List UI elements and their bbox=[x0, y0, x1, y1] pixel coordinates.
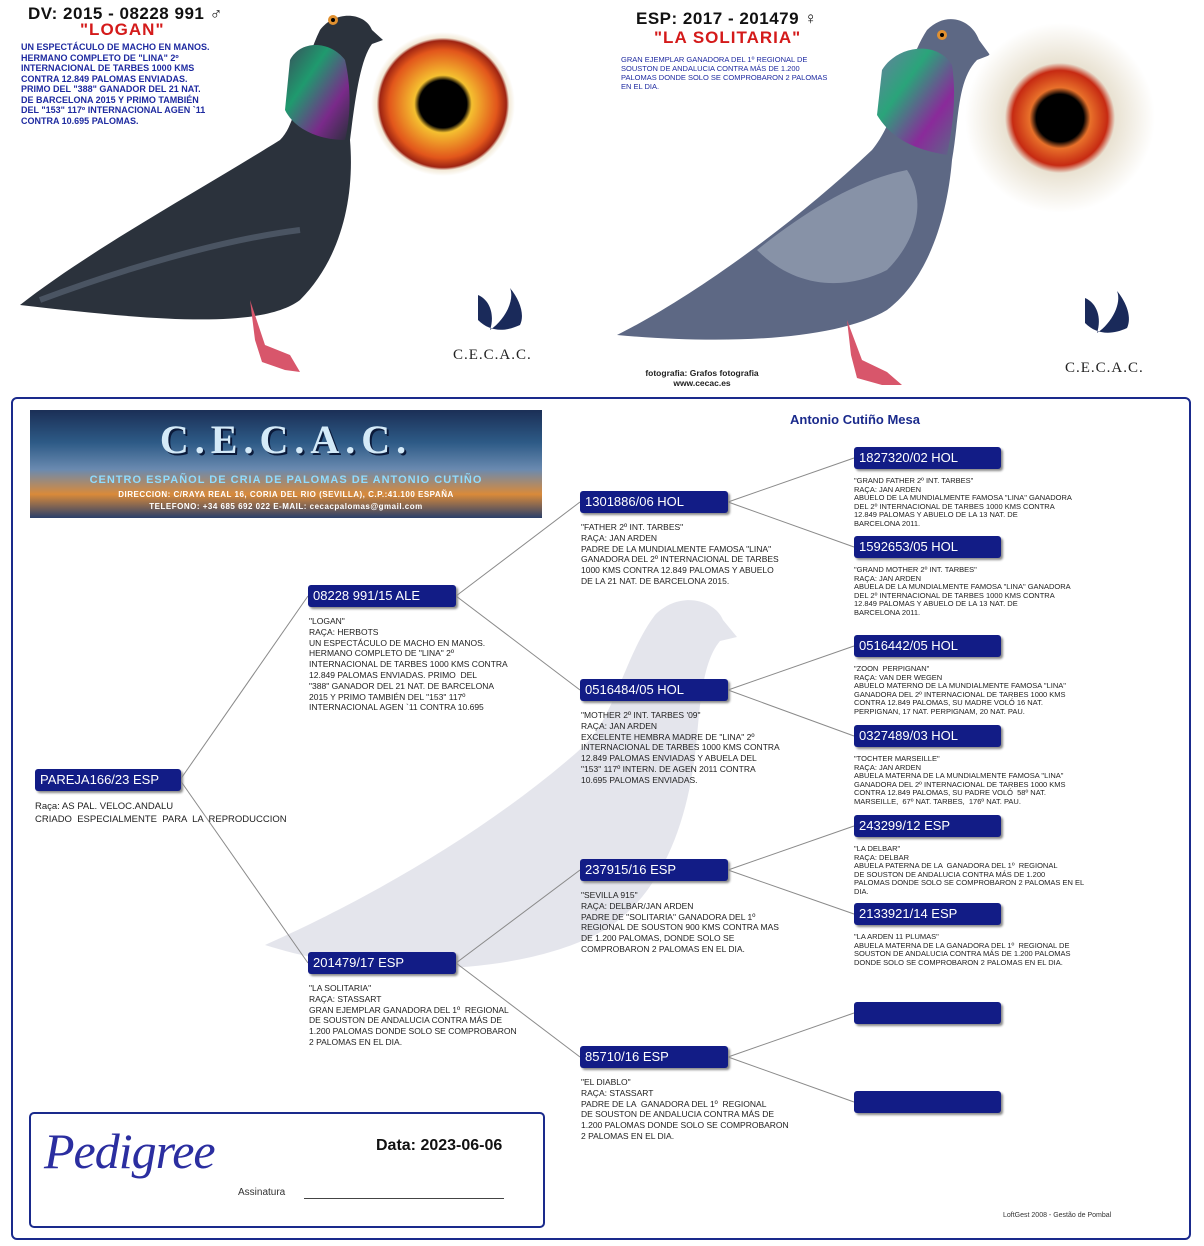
left-blurb-line: DEL "153" 117º INTERNACIONAL AGEN `11 bbox=[21, 105, 206, 115]
left-blurb-line: HERMANO COMPLETO DE "LINA" 2º bbox=[21, 52, 179, 63]
dam-sire-info: "SEVILLA 915" RAÇA: DELBAR/JAN ARDEN PADRE DE "SOLITARIA" GANADORA DEL 1º REGIONAL DE SOUSTON 900 KMS CONTRA MAS DE 1.200 PALOMAS, DONDE SOLO SE COMPROBARON 2 PALOMAS EN EL DIA. bbox=[581, 890, 779, 954]
footer-credit: LoftGest 2008 - Gestão de Pombal bbox=[1003, 1212, 1112, 1219]
sdd-id-box[interactable]: 0327489/03 HOL bbox=[854, 725, 1001, 747]
dsd-info: "LA ARDEN 11 PLUMAS" ABUELA MATERNA DE LA GANADORA DEL 1º REGIONAL DE SOUSTON DE ANDALUCIA CONTRA MÁS DE 1.200 PALOMAS DONDE SOLO SE COMPROBARON 2 PALOMAS EN EL DIA. bbox=[854, 932, 1071, 967]
sire-sire-id-box[interactable]: 1301886/06 HOL bbox=[580, 491, 728, 513]
left-blurb-line: DE BARCELONA 2015 Y PRIMO TAMBIÉN bbox=[21, 94, 199, 105]
sss-info: "GRAND FATHER 2º INT. TARBES" RAÇA: JAN ARDEN ABUELO DE LA MUNDIALMENTE FAMOSA "LINA" GANADORA DEL 2º INTERNACIONAL DE TARBES 1000 KMS CONTRA 12.849 PALOMAS Y ABUELO DE LA 13 NAT. DE BARCELONA 2011. bbox=[854, 476, 1072, 528]
dss-id-box[interactable]: 243299/12 ESP bbox=[854, 815, 1001, 837]
dam-dam-id-box[interactable]: 85710/16 ESP bbox=[580, 1046, 728, 1068]
sss-id-box[interactable]: 1827320/02 HOL bbox=[854, 447, 1001, 469]
right-blurb-line: PALOMAS DONDE SOLO SE COMPROBARON 2 PALOMAS bbox=[621, 73, 828, 82]
photo-credit-url: www.cecac.es bbox=[673, 378, 731, 388]
pedigree-script-label: Pedigree bbox=[44, 1123, 215, 1179]
banner-address: DIRECCION: C/RAYA REAL 16, CORIA DEL RIO (SEVILLA), C.P.:41.100 ESPAÑA bbox=[118, 490, 454, 499]
right-header: ESP: 2017 - 201479 ♀ bbox=[636, 9, 818, 28]
subject-id-box[interactable]: PAREJA166/23 ESP bbox=[35, 769, 181, 791]
sire-id-box[interactable]: 08228 991/15 ALE bbox=[308, 585, 456, 607]
owner-name: Antonio Cutiño Mesa bbox=[790, 412, 920, 427]
pedigree-date: Data: 2023-06-06 bbox=[376, 1137, 503, 1154]
right-blurb-line: EN EL DIA. bbox=[621, 82, 660, 91]
left-blurb-line: UN ESPECTÁCULO DE MACHO EN MANOS. bbox=[21, 42, 210, 52]
dam-dam-info: "EL DIABLO" RAÇA: STASSART PADRE DE LA GANADORA DEL 1º REGIONAL DE SOUSTON DE ANDALUCIA CONTRA MÁS DE 1.200 PALOMAS DONDE SOLO SE COMPROBARON 2 PALOMAS EN EL DIA. bbox=[581, 1077, 789, 1141]
subject-info: Raça: AS PAL. VELOC.ANDALU CRIADO ESPECIALMENTE PARA LA REPRODUCCION bbox=[35, 801, 287, 825]
dam-info: "LA SOLITARIA" RAÇA: STASSART GRAN EJEMPLAR GANADORA DEL 1º REGIONAL DE SOUSTON DE ANDALUCIA CONTRA MÁS DE 1.200 PALOMAS DONDE SOLO SE COMPROBARON 2 PALOMAS EN EL DIA. bbox=[309, 983, 517, 1047]
sire-sire-info: "FATHER 2º INT. TARBES" RAÇA: JAN ARDEN PADRE DE LA MUNDIALMENTE FAMOSA "LINA" GANADORA DEL 2º INTERNACIONAL DE TARBES 1000 KMS CONTRA 12.849 PALOMAS Y ABUELO DE LA 21 NAT. DE BARCELONA 2015. bbox=[581, 522, 779, 586]
banner-title: C.E.C.A.C. bbox=[159, 417, 413, 462]
photo-credit-line: fotografia: Grafos fotografia bbox=[645, 368, 759, 378]
dam-sire-id-box[interactable]: 237915/16 ESP bbox=[580, 859, 728, 881]
dsd-id-box[interactable]: 2133921/14 ESP bbox=[854, 903, 1001, 925]
sire-dam-info: "MOTHER 2º INT. TARBES '09" RAÇA: JAN ARDEN EXCELENTE HEMBRA MADRE DE "LINA" 2º INTERNACIONAL DE TARBES 1000 KMS CONTRA 12.849 PALOMAS ENVIADAS Y ABUELA DEL "153" 117º INTERN. DE AGEN 2011 CONTRA 10.695 PALOMAS ENVIADAS. bbox=[581, 710, 780, 785]
left-blurb-line: CONTRA 10.695 PALOMAS. bbox=[21, 115, 139, 126]
sds-info: "ZOON PERPIGNAN" RAÇA: VAN DER WEGEN ABUELO MATERNO DE LA MUNDIALMENTE FAMOSA "LINA" GANADORA DEL 2º INTERNACIONAL DE TARBES 1000 KMS CONTRA 12.849 PALOMAS, SU MADRE VOLÓ 16 NAT. PERPIGNAN, 17 NAT. PERPIGNAM, 20 NAT. PAU. bbox=[854, 664, 1066, 716]
ddd-id-box[interactable] bbox=[854, 1091, 1001, 1113]
right-blurb-line: GRAN EJEMPLAR GANADORA DEL 1º REGIONAL DE bbox=[621, 55, 808, 64]
left-header: DV: 2015 - 08228 991 ♂ bbox=[28, 4, 223, 23]
signature-line[interactable] bbox=[304, 1198, 504, 1199]
dam-id-box[interactable]: 201479/17 ESP bbox=[308, 952, 456, 974]
right-blurb-line: SOUSTON DE ANDALUCIA CONTRA MÁS DE 1.200 bbox=[621, 64, 800, 73]
left-blurb-line: PRIMO DEL "388" GANADOR DEL 21 NAT. bbox=[21, 84, 201, 94]
left-cecac-logo: C.E.C.A.C. bbox=[453, 347, 532, 363]
right-bird-name: "LA SOLITARIA" bbox=[654, 28, 802, 47]
banner-subtitle: CENTRO ESPAÑOL DE CRIA DE PALOMAS DE ANTONIO CUTIÑO bbox=[89, 474, 483, 486]
banner-contact: TELEFONO: +34 685 692 022 E-MAIL: cecacpalomas@gmail.com bbox=[149, 502, 423, 511]
ssd-id-box[interactable]: 1592653/05 HOL bbox=[854, 536, 1001, 558]
dss-info: "LA DELBAR" RAÇA: DELBAR ABUELA PATERNA DE LA GANADORA DEL 1º REGIONAL DE SOUSTON DE ANDALUCIA CONTRA MÁS DE 1.200 PALOMAS DONDE SOLO SE COMPROBARON 2 PALOMAS EN EL DIA. bbox=[854, 844, 1085, 896]
sdd-info: "TOCHTER MARSEILLE" RAÇA: JAN ARDEN ABUELA MATERNA DE LA MUNDIALMENTE FAMOSA "LINA" GANADORA DEL 2º INTERNACIONAL DE TARBES 1000 KMS CONTRA 12.849 PALOMAS, SU PADRE VOLÓ 58º NAT. MARSEILLE, 67º NAT. TARBES, 176º NAT. PAU. bbox=[854, 754, 1066, 806]
sds-id-box[interactable]: 0516442/05 HOL bbox=[854, 635, 1001, 657]
dds-id-box[interactable] bbox=[854, 1002, 1001, 1024]
ssd-info: "GRAND MOTHER 2º INT. TARBES" RAÇA: JAN ARDEN ABUELA DE LA MUNDIALMENTE FAMOSA "LINA" GANADORA DEL 2º INTERNACIONAL DE TARBES 1000 KMS CONTRA 12.849 PALOMAS Y ABUELO DE LA 13 NAT. DE BARCELONA 2011. bbox=[854, 565, 1071, 617]
left-blurb-line: INTERNACIONAL DE TARBES 1000 KMS bbox=[21, 63, 195, 73]
signature-label: Assinatura bbox=[238, 1187, 286, 1198]
cecac-banner bbox=[30, 410, 542, 518]
right-cecac-logo: C.E.C.A.C. bbox=[1065, 360, 1144, 376]
sire-info: "LOGAN" RAÇA: HERBOTS UN ESPECTÁCULO DE MACHO EN MANOS. HERMANO COMPLETO DE "LINA" 2º INTERNACIONAL DE TARBES 1000 KMS CONTRA 12.849 PALOMAS ENVIADAS. PRIMO DEL "388" GANADOR DEL 21 NAT. DE BARCELONA 2015 Y PRIMO TAMBIÉN DEL "153" 117º INTERNACIONAL AGEN `11 CONTRA 10.695 bbox=[309, 616, 508, 713]
left-blurb-line: CONTRA 12.849 PALOMAS ENVIADAS. bbox=[21, 73, 188, 84]
sire-dam-id-box[interactable]: 0516484/05 HOL bbox=[580, 679, 728, 701]
left-bird-name: "LOGAN" bbox=[80, 20, 165, 39]
